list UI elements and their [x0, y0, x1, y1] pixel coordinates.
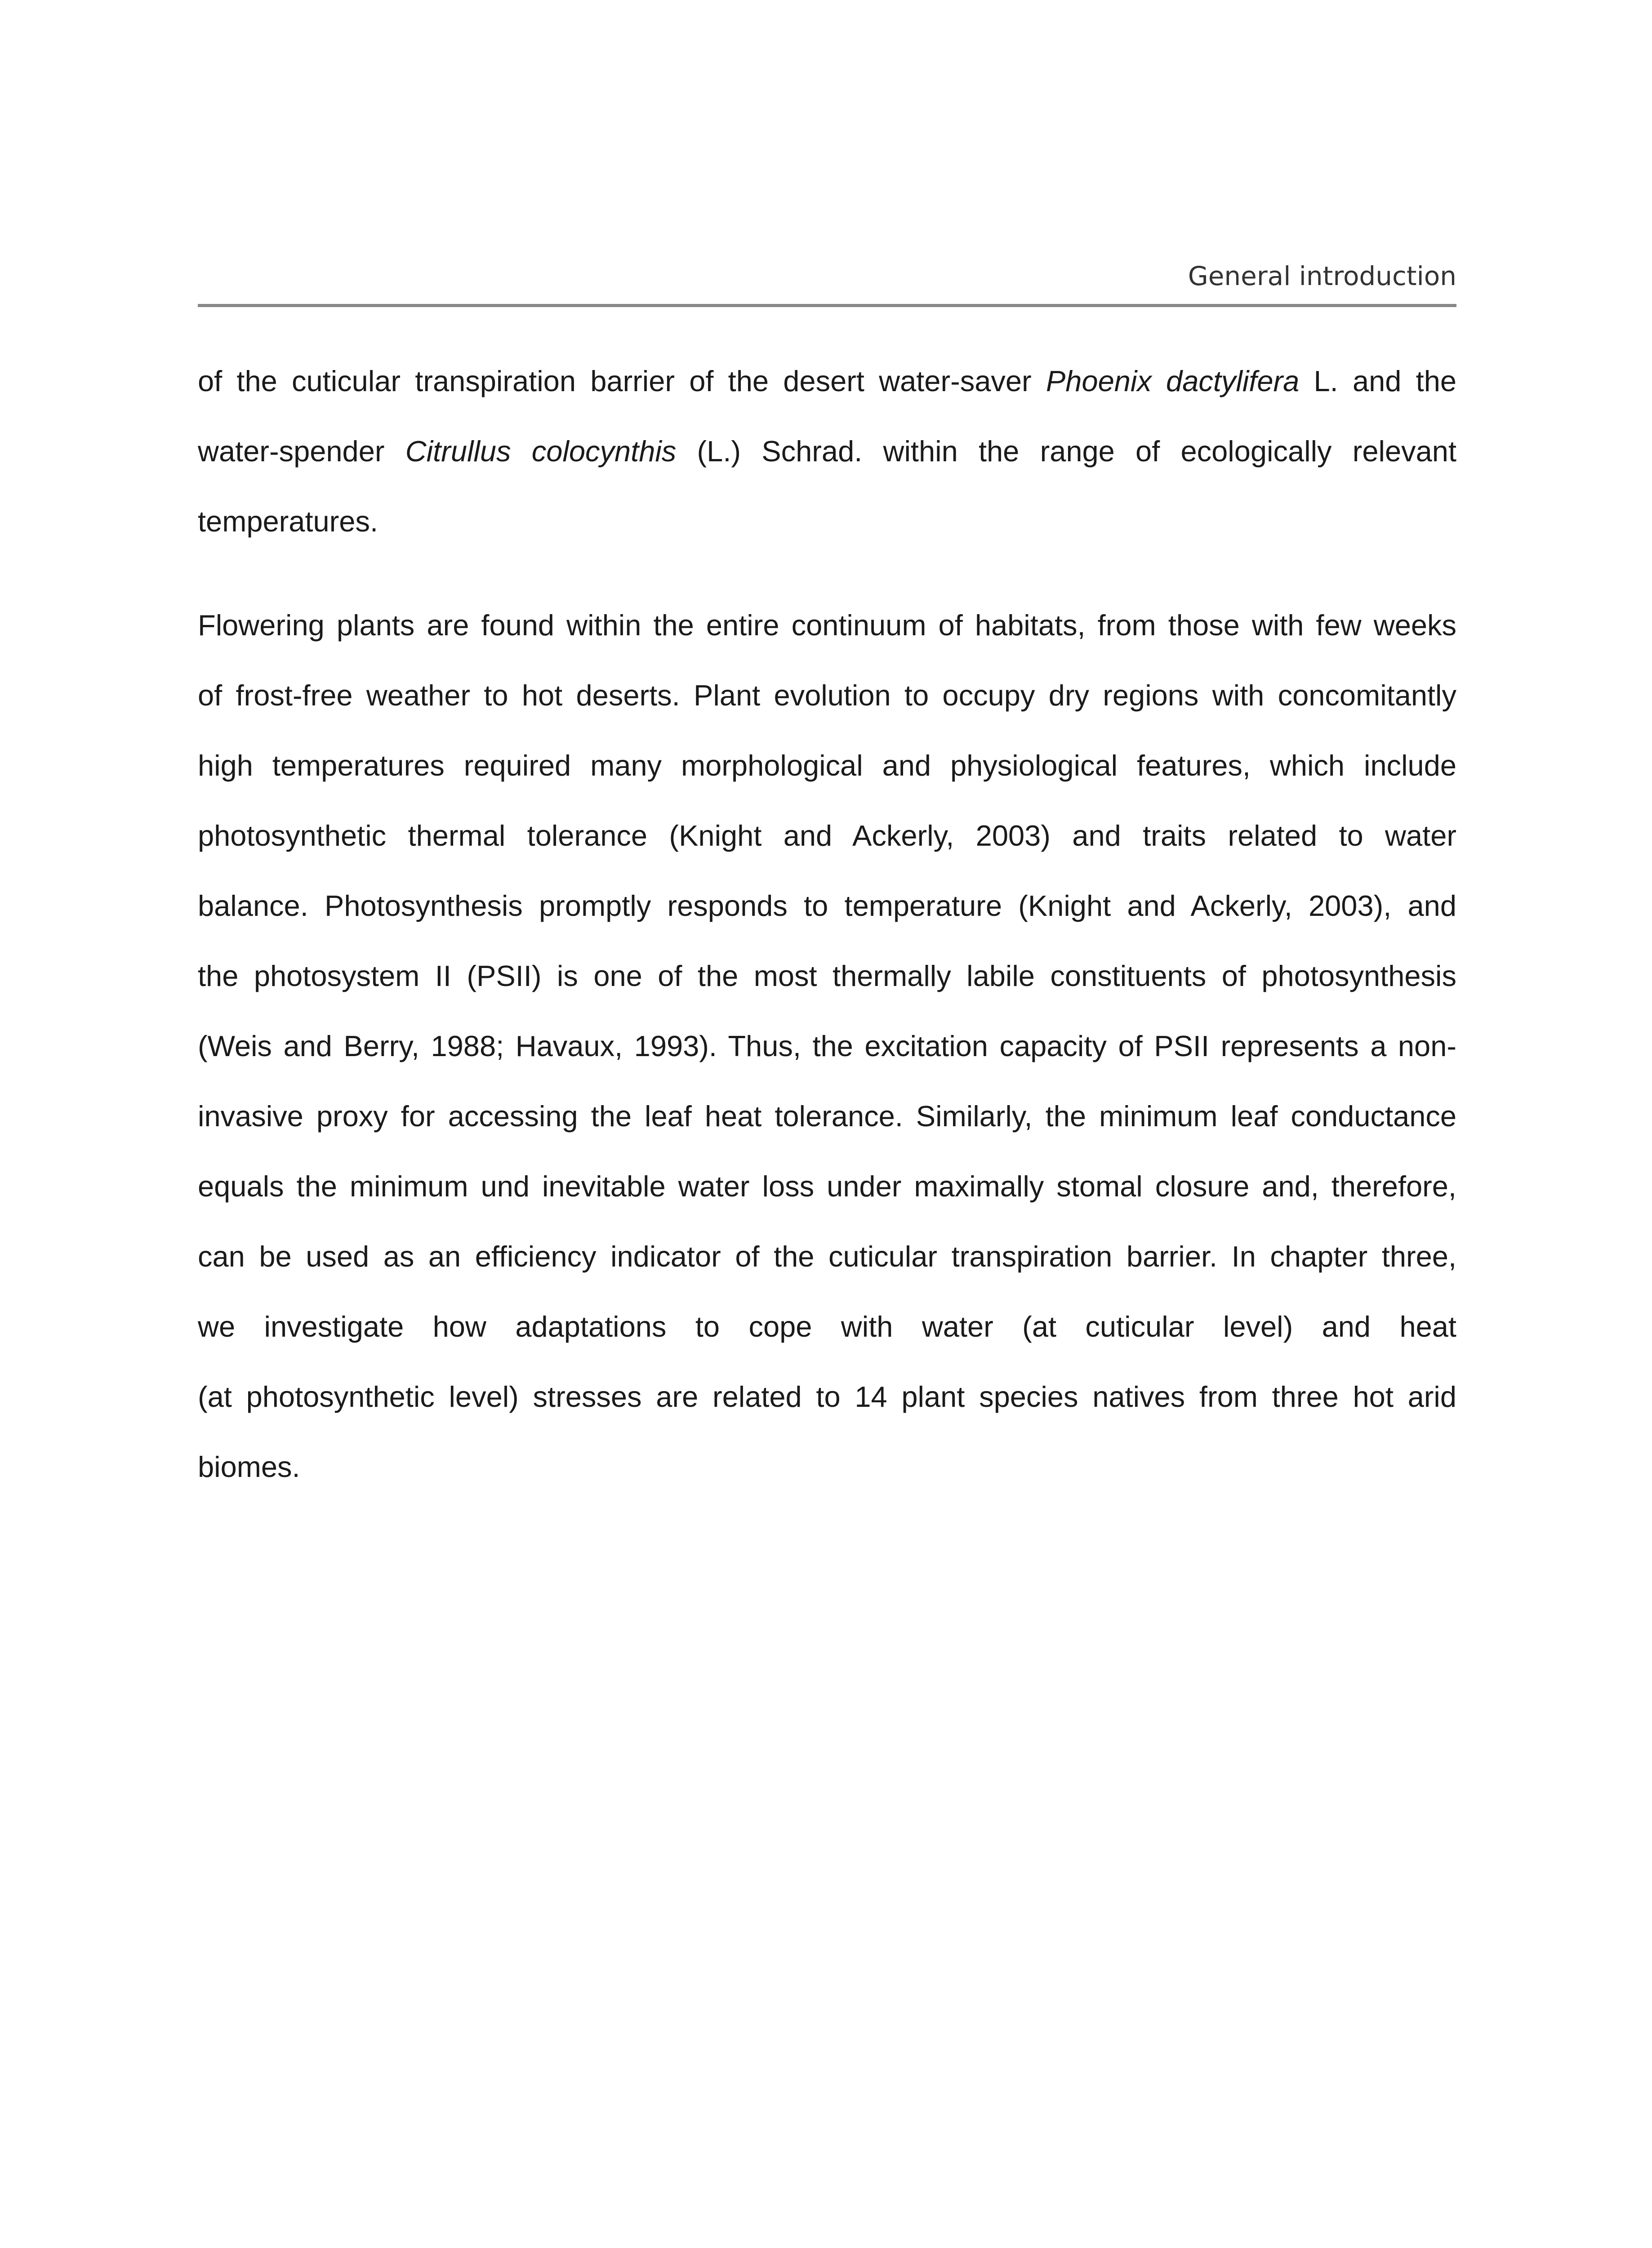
- paragraph-2-line: (Weis and Berry, 1988; Havaux, 1993). Thus, the excitation capacity of PSII represents a non-: [198, 1030, 1456, 1062]
- paragraph-1-line-1: [198, 346, 1456, 416]
- text-run: of the cuticular transpiration barrier of the desert water-saver: [198, 365, 1046, 397]
- paragraph-2-line: equals the minimum und inevitable water loss under maximally stomal closure and, therefore,: [198, 1170, 1456, 1203]
- text-run: water-spender: [198, 435, 405, 468]
- paragraph-2-line: photosynthetic thermal tolerance (Knight and Ackerly, 2003) and traits related to water: [198, 819, 1456, 852]
- paragraph-2-line: invasive proxy for accessing the leaf heat tolerance. Similarly, the minimum leaf conductance: [198, 1100, 1456, 1133]
- paragraph-1-line-3: temperatures.: [198, 505, 378, 538]
- paragraph-2-line: Flowering plants are found within the entire continuum of habitats, from those with few weeks: [198, 609, 1456, 642]
- paragraph-1: [198, 346, 1456, 557]
- paragraph-2: [198, 590, 1456, 1502]
- species-name-italic: Phoenix dactylifera: [1046, 365, 1300, 397]
- paragraph-1-line-2: [198, 416, 1456, 486]
- paragraph-2-line: we investigate how adaptations to cope with water (at cuticular level) and heat: [198, 1310, 1456, 1343]
- paragraph-2-line: (at photosynthetic level) stresses are related to 14 plant species natives from three hot arid: [198, 1380, 1456, 1413]
- running-header-title: General introduction: [1188, 261, 1456, 291]
- paragraph-2-line: balance. Photosynthesis promptly responds to temperature (Knight and Ackerly, 2003), and: [198, 889, 1456, 922]
- text-run: L. and the: [1299, 365, 1456, 397]
- paragraph-2-line: biomes.: [198, 1450, 300, 1483]
- text-run: (L.) Schrad. within the range of ecologically relevant: [676, 435, 1457, 468]
- paragraph-2-line: of frost-free weather to hot deserts. Plant evolution to occupy dry regions with concomitantly: [198, 679, 1456, 712]
- header-rule: [198, 304, 1456, 307]
- species-name-italic: Citrullus colocynthis: [405, 435, 677, 468]
- paragraph-2-line: can be used as an efficiency indicator of the cuticular transpiration barrier. In chapter three,: [198, 1240, 1456, 1273]
- paragraph-2-line: the photosystem II (PSII) is one of the most thermally labile constituents of photosynthesis: [198, 959, 1456, 992]
- paragraph-2-line: high temperatures required many morphological and physiological features, which include: [198, 749, 1456, 782]
